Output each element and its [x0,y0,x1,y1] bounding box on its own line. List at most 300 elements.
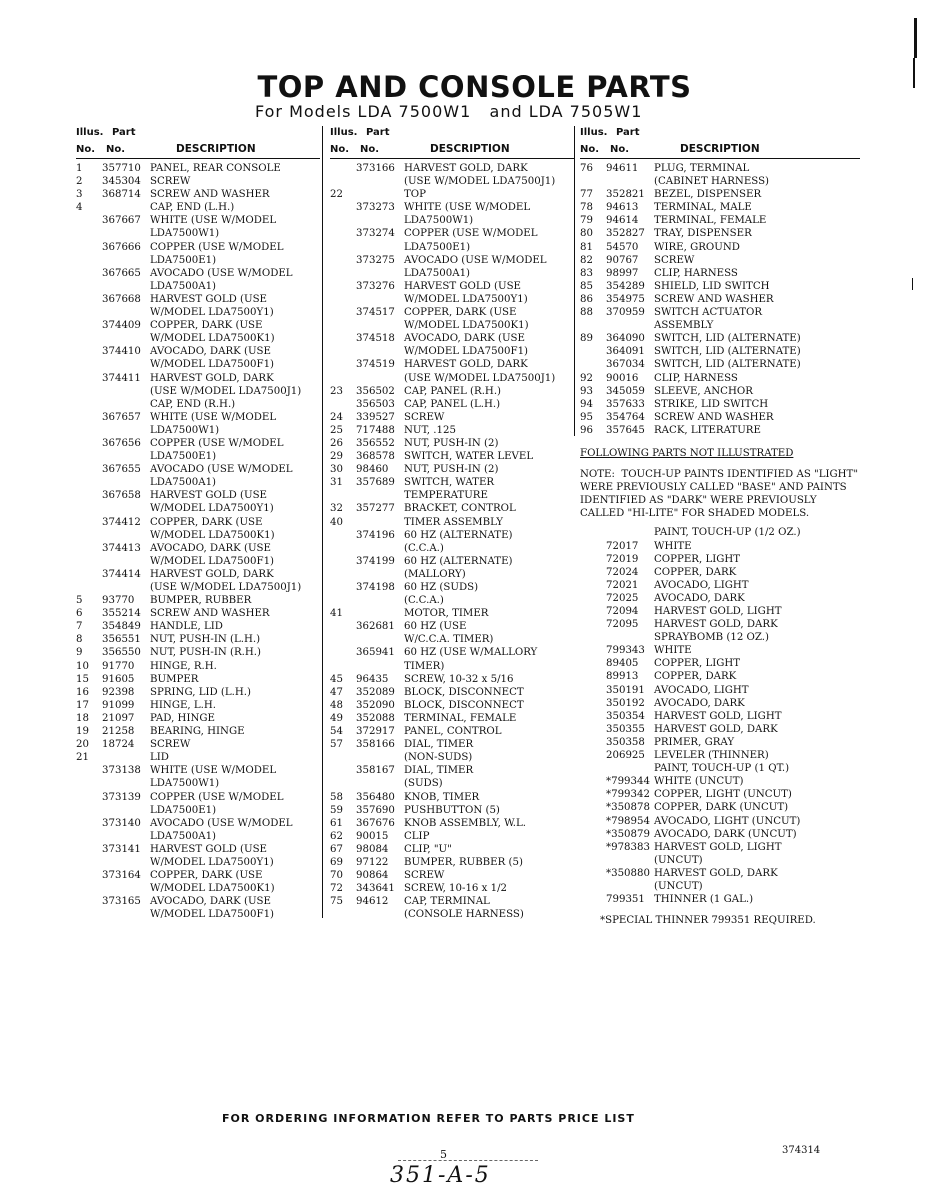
list-item [330,437,574,450]
list-item [580,540,860,553]
part-description: LEVELER (THINNER) [654,750,769,762]
part-number: 374519 [356,359,395,371]
illus-number: 94 [580,398,593,410]
part-number: 92398 [102,686,135,698]
part-description: SWITCH, WATER TEMPERATURE [404,477,495,502]
list-item [580,280,860,293]
list-item [580,227,860,240]
list-item [580,358,860,371]
list-item [580,815,860,828]
part-description: SCREW [404,870,445,882]
part-description: BRACKET, CONTROL [404,503,516,515]
list-item [580,526,860,539]
part-number: 374199 [356,555,395,567]
part-number: 374518 [356,333,395,345]
list-item [580,828,860,841]
part-number: 373139 [102,791,141,803]
list-item [330,385,574,398]
part-description: PANEL, CONTROL [404,726,502,738]
list-item [76,791,320,817]
part-number: 373141 [102,843,141,855]
illus-number: 15 [76,673,89,685]
list-item [76,398,320,411]
part-description: 60 HZ (SUDS) (C.C.A.) [404,582,479,607]
part-description: BLOCK, DISCONNECT [404,686,524,698]
illus-number: 82 [580,254,593,266]
part-description: WHITE (USE W/MODEL LDA7500W1) [150,411,277,436]
part-number: 358167 [356,765,395,777]
illus-number [330,529,356,555]
list-item [580,723,860,736]
illus-number [330,201,356,227]
part-description: HARVEST GOLD (USE W/MODEL LDA7500Y1) [150,843,274,868]
illus-number: 47 [330,686,343,698]
part-number: 356552 [356,437,395,449]
part-number: 799351 [606,894,645,906]
part-description: DIAL, TIMER (SUDS) [404,765,474,790]
illus-number: 26 [330,437,343,449]
part-number: 345059 [606,385,645,397]
part-description: PANEL, REAR CONSOLE [150,163,281,174]
list-item [76,214,320,240]
part-number: 356503 [356,398,395,410]
part-number: 352089 [356,686,395,698]
illus-number [580,526,606,539]
part-description: WHITE (UNCUT) [654,776,744,788]
illus-number: 70 [330,870,343,882]
part-number: 357690 [356,804,395,816]
list-item [330,306,574,332]
list-item [330,227,574,253]
illus-number: 96 [580,424,593,436]
part-number: 799343 [606,645,645,657]
illus-number: 59 [330,804,343,816]
special-thinner-note: *SPECIAL THINNER 799351 REQUIRED. [600,915,816,927]
part-number: 374196 [356,529,395,541]
illus-number [580,775,606,788]
part-number: 18724 [102,739,135,751]
part-description: HARVEST GOLD, DARK (USE W/MODEL LDA7500J1) [150,372,302,397]
part-number [606,526,654,539]
list-item [580,293,860,306]
illus-number: 7 [76,621,83,633]
part-number: 350192 [606,697,645,709]
illus-number [580,841,606,867]
part-number: 90015 [356,830,389,842]
part-description: AVOCADO (USE W/MODEL LDA7500A1) [150,267,293,292]
part-description: SCREW AND WASHER [654,293,774,305]
part-description: PAINT, TOUCH-UP (1 QT.) [654,763,790,775]
part-description: CLIP, HARNESS [654,267,738,279]
part-number: 374410 [102,346,141,358]
part-number: 352821 [606,189,645,201]
illus-number: 6 [76,608,83,620]
part-description: SWITCH, LID (ALTERNATE) [654,333,801,345]
list-item [580,644,860,657]
illus-number: 45 [330,673,343,685]
list-item [580,631,860,644]
illus-number [580,592,606,605]
document-number: 374314 [782,1145,821,1156]
illus-number [580,618,606,631]
part-description: SCREW [150,739,191,751]
list-item [580,618,860,631]
illus-number [76,764,102,790]
illus-number: 76 [580,163,593,174]
list-item [76,712,320,725]
illus-number [330,306,356,332]
part-number: 72019 [606,553,639,565]
part-description: WHITE [654,540,692,552]
part-number: *978383 [606,841,650,853]
list-item [330,502,574,515]
part-description: SWITCH ACTUATOR ASSEMBLY [654,307,763,332]
part-number: 372917 [356,726,395,738]
illus-number: 23 [330,385,343,397]
part-description: HARVEST GOLD, DARK (UNCUT) [654,867,778,892]
part-number: 367657 [102,411,141,423]
part-number: 368578 [356,451,395,463]
part-number: *799344 [606,776,650,788]
part-description: WHITE (USE W/MODEL LDA7500W1) [150,765,277,790]
illus-number: 24 [330,411,343,423]
part-description: HARVEST GOLD, DARK (USE W/MODEL LDA7500J1) [404,359,556,384]
list-item [76,738,320,751]
part-description: 60 HZ (ALTERNATE) (MALLORY) [404,555,513,580]
part-number: 365941 [356,647,395,659]
part-number: 339527 [356,411,395,423]
list-item [580,566,860,579]
part-description: COPPER, DARK (USE W/MODEL LDA7500K1) [150,516,275,541]
illus-number [76,411,102,437]
part-number: 350355 [606,723,645,735]
part-description: HARVEST GOLD (USE W/MODEL LDA7500Y1) [150,293,274,319]
part-description: HARVEST GOLD, LIGHT (UNCUT) [654,841,782,866]
part-number: 72094 [606,606,639,617]
part-description: PRIMER, GRAY [654,736,735,748]
part-number: 21258 [102,726,135,738]
part-number: 356480 [356,791,395,803]
illus-number [580,345,606,358]
part-number: 367655 [102,464,141,476]
illus-number [330,162,356,188]
part-description: TOP [404,189,427,201]
handwritten-note: 351-A-5 [390,1163,491,1188]
illus-number [580,684,606,697]
illus-number [330,398,356,411]
list-item [580,345,860,358]
part-number: 94612 [356,896,389,908]
part-description: TRAY, DISPENSER [654,228,752,240]
scan-mark [913,58,915,88]
illus-number: 89 [580,333,593,345]
part-description: SCREW [150,176,191,188]
illus-number [580,788,606,801]
list-item [76,345,320,371]
not-illustrated-heading: FOLLOWING PARTS NOT ILLUSTRATED [580,447,794,459]
list-item [330,398,574,411]
illus-number [76,372,102,398]
part-number: 354764 [606,411,645,423]
illus-number: 3 [76,189,83,201]
illus-number: 18 [76,712,89,724]
illus-number: 81 [580,241,593,253]
part-number: 373138 [102,765,141,777]
list-item [580,553,860,566]
list-item [580,214,860,227]
illus-number [330,555,356,581]
list-item [580,841,860,867]
list-item [330,188,574,201]
part-number: 362681 [356,621,395,633]
part-number: 90767 [606,254,639,266]
list-item [580,201,860,214]
part-number: 343641 [356,883,395,895]
part-number: 357277 [356,503,395,515]
illus-number [580,566,606,579]
part-label: Part [112,127,136,138]
list-item [580,775,860,788]
part-description: HARVEST GOLD, DARK [654,723,778,735]
part-description: HINGE, L.H. [150,699,216,711]
list-item [580,657,860,670]
scan-mark [912,278,913,290]
part-description: TERMINAL, FEMALE [654,215,767,227]
illus-number [76,437,102,463]
list-item [580,697,860,710]
list-item [330,764,574,790]
part-description: COPPER, LIGHT [654,658,741,670]
ordering-info: FOR ORDERING INFORMATION REFER TO PARTS PRICE LIST [222,1112,635,1125]
part-label: Part [366,127,390,138]
part-description: LID [150,752,169,764]
part-description: NUT, PUSH-IN (L.H.) [150,634,261,646]
list-item [330,581,574,607]
illus-number: 5 [76,595,83,607]
list-item [76,869,320,895]
column-header [330,126,574,159]
illus-number: 9 [76,647,83,659]
illus-number: 16 [76,686,89,698]
part-description: HARVEST GOLD, DARK (USE W/MODEL LDA7500J1) [404,163,556,188]
illus-number [580,631,606,644]
part-description: BUMPER, RUBBER (5) [404,856,523,868]
list-item [330,555,574,581]
part-number: 206925 [606,750,645,762]
part-number: 356551 [102,634,141,646]
illus-number [580,867,606,893]
illus-number: 62 [330,830,343,842]
part-description: AVOCADO (USE W/MODEL LDA7500A1) [150,817,293,842]
illus-number [76,817,102,843]
column-divider [322,126,323,918]
part-description: TERMINAL, FEMALE [404,712,517,724]
part-number: 98084 [356,843,389,855]
illus-number [580,828,606,841]
part-description: PUSHBUTTON (5) [404,804,500,816]
list-item [76,764,320,790]
part-description: AVOCADO, DARK (USE W/MODEL LDA7500F1) [150,542,275,567]
part-description: SWITCH, LID (ALTERNATE) [654,359,801,371]
illus-number [76,398,102,411]
list-item [76,633,320,646]
part-number: 98997 [606,267,639,279]
part-number: 89913 [606,671,639,683]
part-label: Part [616,127,640,138]
part-number: 54570 [606,241,639,253]
part-number: 367666 [102,241,141,253]
part-description: COPPER (USE W/MODEL LDA7500E1) [404,228,538,253]
list-item [330,673,574,686]
list-item [76,437,320,463]
part-description: SCREW AND WASHER [654,411,774,423]
part-description: CAP, PANEL (L.H.) [404,398,501,410]
illus-number [76,345,102,371]
illus-number [580,801,606,814]
list-item [580,424,860,437]
part-number: *350880 [606,867,650,879]
part-description: CLIP [404,830,430,842]
part-number: 72021 [606,579,639,591]
list-item [76,620,320,633]
illus-number: 77 [580,189,593,201]
scan-mark [914,18,917,58]
part-description: COPPER (USE W/MODEL LDA7500E1) [150,241,284,266]
part-description: NUT, PUSH-IN (R.H.) [150,647,261,659]
illus-number [330,764,356,790]
parts-list [76,162,320,921]
illus-number [76,843,102,869]
part-description: THINNER (1 GAL.) [654,894,754,906]
part-number: 356502 [356,385,395,397]
illus-number [76,319,102,345]
illus-number [580,749,606,762]
parts-column-1 [76,126,320,921]
list-item [330,201,574,227]
part-number [356,516,404,529]
list-item [330,699,574,712]
illus-number: 17 [76,699,89,711]
part-description: COPPER, DARK (USE W/MODEL LDA7500K1) [150,870,275,895]
list-item [76,568,320,594]
part-description: AVOCADO, LIGHT [654,579,749,591]
list-item [580,788,860,801]
illus-number: 75 [330,896,343,908]
illus-number [330,620,356,646]
list-item [330,162,574,188]
illus-number [580,697,606,710]
list-item [330,450,574,463]
part-description: TERMINAL, MALE [654,202,752,214]
part-description: SCREW AND WASHER [150,189,270,201]
illus-number: 80 [580,228,593,240]
part-number: 374411 [102,372,141,384]
list-item [76,201,320,214]
illus-number [76,568,102,594]
part-description: SCREW [654,254,695,266]
list-item [330,516,574,529]
part-number: 93770 [102,595,135,607]
part-description: SLEEVE, ANCHOR [654,385,753,397]
illus-number: 85 [580,280,593,292]
part-description: AVOCADO, DARK [654,592,745,604]
part-description: KNOB ASSEMBLY, W.L. [404,817,527,829]
list-item [76,542,320,568]
illus-no-label: No. [330,144,350,155]
part-description: AVOCADO, DARK (USE W/MODEL LDA7500F1) [150,346,275,371]
illus-number: 20 [76,739,89,751]
illus-number: 40 [330,516,343,528]
illus-number: 1 [76,163,83,174]
illus-number [580,579,606,592]
list-item [580,605,860,618]
part-number: 72025 [606,592,639,604]
part-description: AVOCADO (USE W/MODEL LDA7500A1) [404,254,547,279]
part-number: 345304 [102,176,141,188]
list-item [330,817,574,830]
list-item [76,489,320,515]
list-item [580,306,860,332]
part-number: 350354 [606,710,645,722]
part-number: 373276 [356,280,395,292]
part-number: 357645 [606,424,645,436]
list-item [330,856,574,869]
list-item [76,372,320,398]
part-description: SPRAYBOMB (12 OZ.) [654,632,769,644]
list-item [580,411,860,424]
part-no-label: No. [360,144,380,155]
column-header [76,126,320,159]
list-item [76,188,320,201]
list-item [330,895,574,921]
list-item [76,516,320,542]
illus-number: 57 [330,739,343,751]
illus-number [76,267,102,293]
illus-no-label: No. [580,144,600,155]
part-number: 374198 [356,582,395,593]
part-description: 60 HZ (USE W/MALLORY TIMER) [404,647,538,672]
part-number: *799342 [606,789,650,801]
illus-label: Illus. [76,127,104,138]
part-description: SCREW [404,411,445,423]
illus-number: 61 [330,817,343,829]
illus-number: 95 [580,411,593,423]
part-description: SHIELD, LID SWITCH [654,280,770,292]
part-number: 367668 [102,293,141,305]
illus-number [330,581,356,607]
column-divider [574,126,575,436]
illus-number [330,280,356,306]
column-header [580,126,860,159]
list-item [330,358,574,384]
part-number [102,398,150,411]
part-number: 364091 [606,346,645,358]
illus-number [580,710,606,723]
list-item [580,893,860,906]
part-number: 374412 [102,516,141,528]
part-description: CAP, END (R.H.) [150,398,236,410]
description-label: DESCRIPTION [176,143,256,155]
list-item [330,869,574,882]
illus-number [580,893,606,906]
part-number: 72095 [606,619,639,631]
part-number: 354289 [606,280,645,292]
part-description: PAD, HINGE [150,712,215,724]
part-description: COPPER, DARK (USE W/MODEL LDA7500K1) [404,307,529,332]
illus-number [330,646,356,672]
list-item [330,712,574,725]
part-number: 373275 [356,254,395,266]
